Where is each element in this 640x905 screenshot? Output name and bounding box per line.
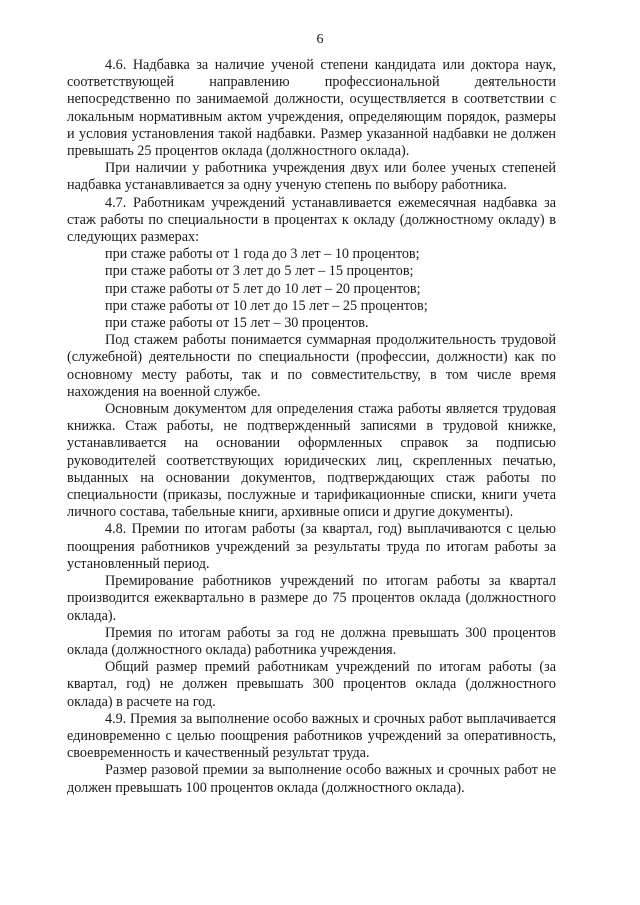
seniority-item-1: при стаже работы от 1 года до 3 лет – 10 процентов; (105, 246, 420, 263)
paragraph-total-bonus: Общий размер премий работникам учреждений по итогам работы (за квартал, год) не должен превышать 300 процентов оклада (должностного оклада) в расчете на год. (67, 659, 556, 710)
seniority-item-2: при стаже работы от 3 лет до 5 лет – 15 процентов; (105, 263, 414, 280)
paragraph-4-9: 4.9. Премия за выполнение особо важных и срочных работ выплачивается единовременно с целью поощрения работников учреждений за оперативность, своевременность и качественный результат труда. (67, 710, 556, 762)
paragraph-quarterly-bonus: Премирование работников учреждений по итогам работы за квартал производится ежеквартально в размере до 75 процентов оклада (должностного оклада). (67, 573, 556, 624)
paragraph-4-8: 4.8. Премии по итогам работы (за квартал, год) выплачиваются с целью поощрения работников учреждений за результаты труда по итогам работы за установленный период. (67, 521, 556, 572)
page-number: 6 (316, 32, 324, 47)
paragraph-employment-record: Основным документом для определения стажа работы является трудовая книжка. Стаж работы, не подтвержденный записями в трудовой книжке, устанавливается на основании оформленных справок за подписью руководителей соответствующих юридических лиц, скрепленных печатью, выданных на основании документов, подтверждающих стаж работы по специальности (приказы, послужные и тарификационные списки, книги учета личного состава, табельные книги, архивные описи и другие документы). (67, 401, 556, 521)
paragraph-seniority-definition: Под стажем работы понимается суммарная продолжительность трудовой (служебной) деятельности по специальности (профессии, должности) как по основному месту работы, так и по совместительству, в том числе время нахождения на военной службе. (67, 332, 556, 400)
paragraph-4-7: 4.7. Работникам учреждений устанавливается ежемесячная надбавка за стаж работы по специальности в процентах к окладу (должностному окладу) в следующих размерах: (67, 194, 556, 246)
paragraph-degrees: При наличии у работника учреждения двух или более ученых степеней надбавка устанавливается за одну ученую степень по выбору работника. (67, 160, 556, 194)
seniority-item-5: при стаже работы от 15 лет – 30 процентов. (105, 315, 369, 332)
paragraph-annual-bonus: Премия по итогам работы за год не должна превышать 300 процентов оклада (должностного оклада) работника учреждения. (67, 624, 556, 658)
paragraph-4-6: 4.6. Надбавка за наличие ученой степени кандидата или доктора наук, соответствующей направлению профессиональной деятельности непосредственно по занимаемой должности, осуществляется в соответствии с локальным нормативным актом учреждения, определяющим порядок, размеры и условия установления такой надбавки. Размер указанной надбавки не должен превышать 25 процентов оклада (должностного оклада). (67, 57, 556, 160)
seniority-item-3: при стаже работы от 5 лет до 10 лет – 20 процентов; (105, 280, 421, 297)
document-body (67, 57, 556, 797)
paragraph-one-time-bonus: Размер разовой премии за выполнение особо важных и срочных работ не должен превышать 100 процентов оклада (должностного оклада). (67, 762, 556, 796)
seniority-item-4: при стаже работы от 10 лет до 15 лет – 25 процентов; (105, 297, 428, 314)
